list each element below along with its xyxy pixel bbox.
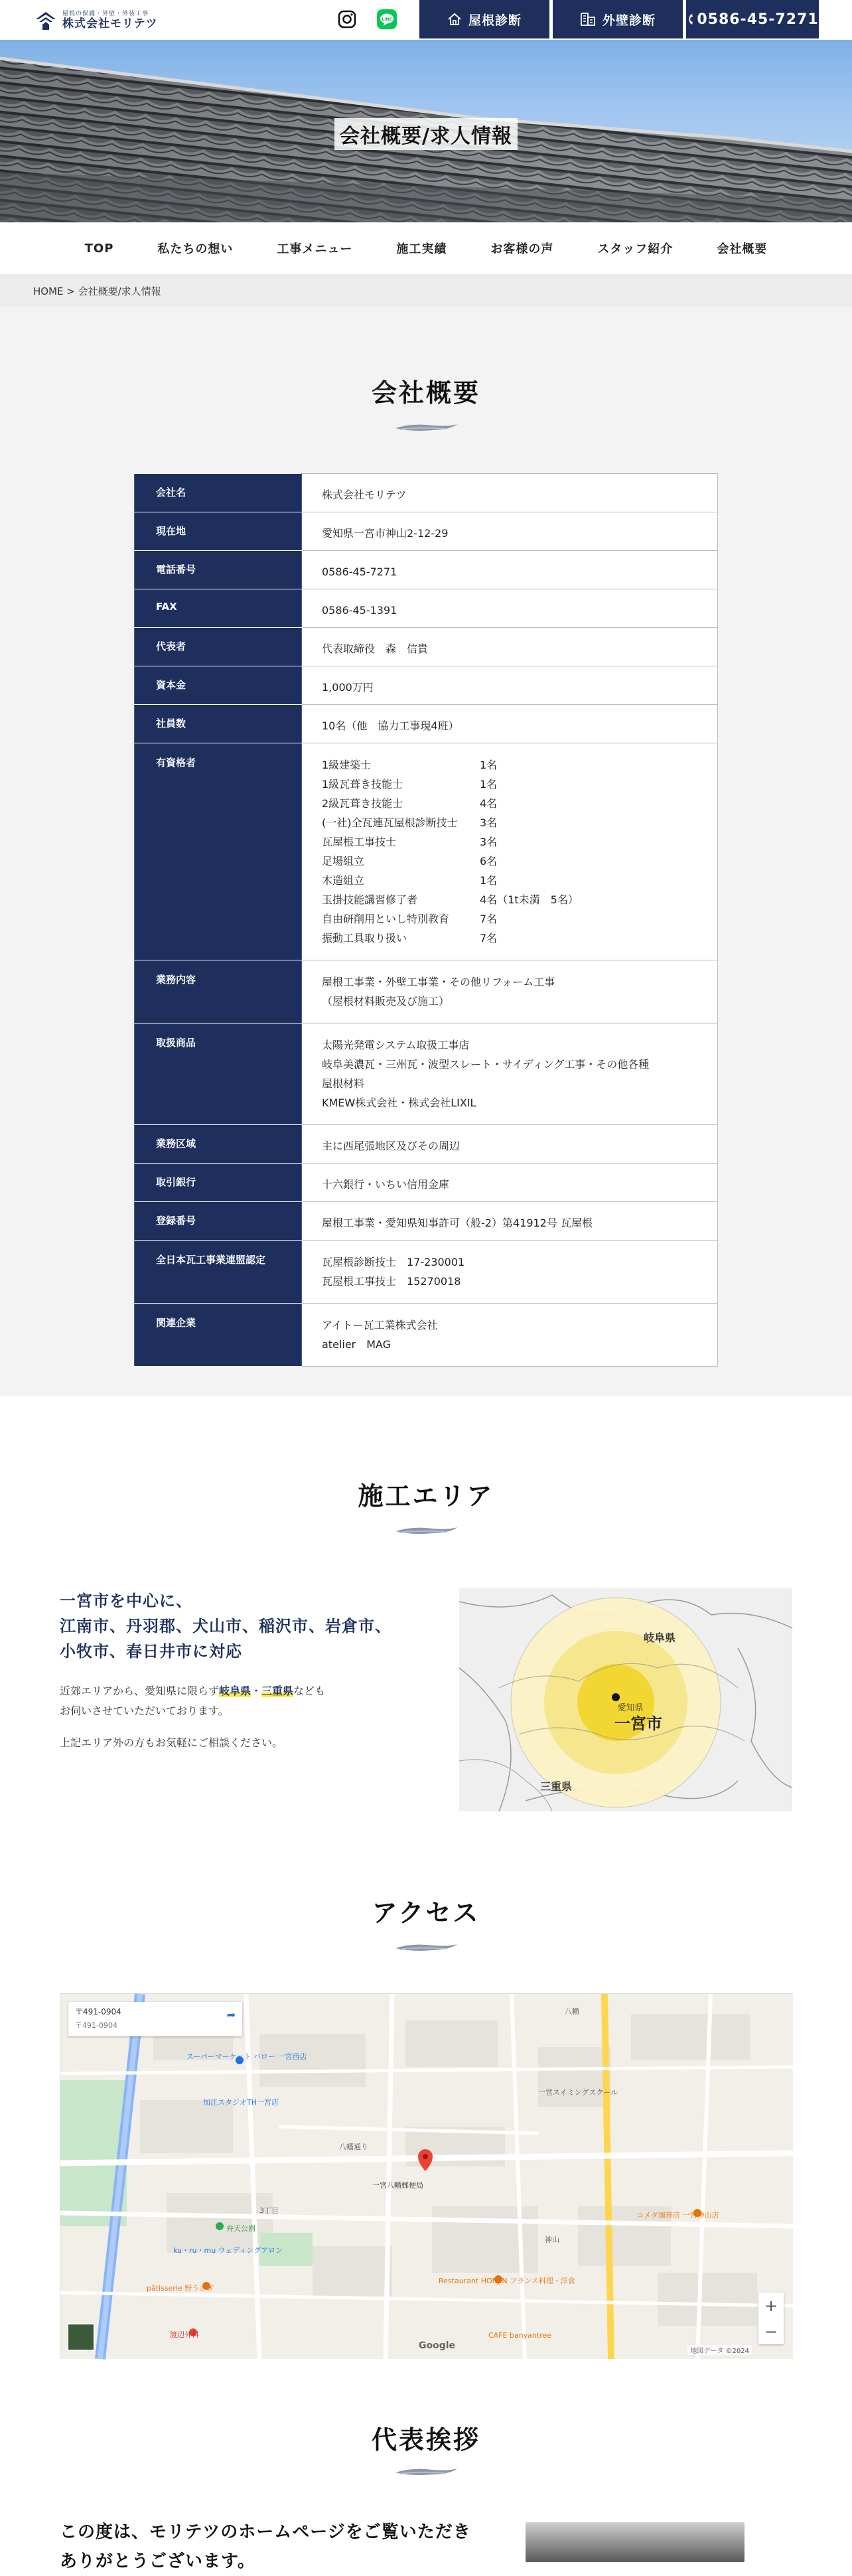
area-headline: 一宮市を中心に、 江南市、丹羽郡、犬山市、稲沢市、岩倉市、 小牧市、春日井市に対応 — [60, 1592, 391, 1661]
row-value: 0586-45-1391 — [302, 589, 718, 628]
service-area-section — [0, 1396, 852, 1821]
list-item: 自由研削用といし特別教育 7名 — [322, 913, 498, 925]
row-label: 会社名 — [135, 474, 302, 512]
map-label-gifu: 岐阜県 — [643, 1631, 676, 1644]
access-section — [0, 1821, 852, 2365]
map-poi: ku・ru・mu ウェディングアロン — [173, 2246, 283, 2255]
map-layer-toggle[interactable] — [67, 2323, 95, 2351]
page-title: 会社概要/求人情報 — [334, 118, 518, 150]
table-row: 業務内容 屋根工事業・外壁工事業・その他リフォーム工事 （屋根材料販売及び施工） — [135, 960, 718, 1023]
map-label-mie: 三重県 — [539, 1780, 573, 1793]
table-row — [135, 628, 718, 666]
map-poi: スーパーマーケット バロー 一宮西店 — [186, 2052, 307, 2061]
table-row: 全日本瓦工事業連盟認定 瓦屋根診断技士 17-230001 瓦屋根工事技士 15270018 — [135, 1241, 718, 1304]
list-item: 木造組立 1名 — [322, 874, 498, 887]
table-row: 登録番号 屋根工事業・愛知県知事許可（般-2）第41912号 瓦屋根 — [135, 1202, 718, 1241]
row-value: 代表取締役 森 信貴 — [302, 628, 718, 666]
map-info-card[interactable] — [68, 2002, 242, 2036]
qualifications-list — [302, 743, 718, 960]
brush-decoration — [393, 1523, 459, 1538]
row-value: 株式会社モリテツ — [302, 474, 718, 512]
row-label: 登録番号 — [135, 1202, 302, 1241]
map-poi: 神山 — [545, 2235, 559, 2244]
logo-tagline: 屋根の保護・外壁・外装工事 — [62, 10, 149, 17]
greeting-title: 代表挨拶 — [371, 2425, 480, 2455]
row-value: 10名（他 協力工事現4班） — [302, 705, 718, 743]
map-poi: 3丁目 — [259, 2206, 279, 2215]
table-row — [135, 705, 718, 743]
greeting-lead: この度は、モリテツのホームページをご覧いただきありがとうございます。 — [60, 2522, 471, 2571]
map-label-ichinomiya: 一宮市 — [614, 1714, 662, 1733]
house-icon — [447, 12, 462, 27]
row-label: 社員数 — [135, 705, 302, 743]
map-zoom-control — [758, 2293, 784, 2344]
row-label: 電話番号 — [135, 551, 302, 589]
greeting-section — [0, 2365, 852, 2571]
company-section — [0, 307, 852, 1396]
zoom-out-button[interactable]: − — [764, 2322, 778, 2341]
list-item: 瓦屋根工事技士 3名 — [322, 836, 498, 848]
representative-photo — [526, 2522, 745, 2562]
map-card-title: 〒491-0904 — [75, 2007, 121, 2016]
area-description: 近郊エリアから、愛知県に限らず岐阜県・三重県なども お伺いさせていただいております。 — [60, 1685, 326, 1717]
table-row-qualifications — [135, 743, 718, 960]
table-row — [135, 589, 718, 628]
row-label: 資本金 — [135, 666, 302, 705]
map-attribution[interactable]: 地図データ ©2024 — [687, 2345, 752, 2355]
row-label: 取引銀行 — [135, 1164, 302, 1202]
map-poi: 一宮八幡郵便局 — [372, 2181, 423, 2190]
row-label: 業務内容 — [135, 960, 302, 1023]
nav-works[interactable]: 施工実績 — [396, 242, 447, 256]
row-label: 全日本瓦工事業連盟認定 — [135, 1241, 302, 1304]
list-item: (一社)全瓦連瓦屋根診断技士 3名 — [322, 816, 498, 829]
phone-number: 0586-45-7271 — [697, 11, 819, 28]
company-table — [134, 473, 718, 1367]
nav-philosophy[interactable]: 私たちの想い — [157, 242, 234, 256]
list-item: 1級建築士 1名 — [322, 759, 498, 771]
directions-icon[interactable]: ➦ — [226, 2008, 236, 2021]
svg-text:LINE: LINE — [382, 17, 392, 22]
roof-diagnosis-label: 屋根診断 — [468, 13, 522, 28]
map-poi: コメダ珈琲店 一宮神山店 — [636, 2211, 719, 2220]
row-label: 現在地 — [135, 512, 302, 551]
service-area-map — [459, 1588, 792, 1811]
table-row: 取扱商品 太陽光発電システム取扱工事店 岐阜美濃瓦・三州瓦・波型スレート・サイディング工事・その他各種 屋根材料 KMEW株式会社・株式会社LIXIL — [135, 1023, 718, 1125]
row-label: FAX — [135, 589, 302, 628]
row-label: 取扱商品 — [135, 1023, 302, 1125]
google-map[interactable] — [60, 1993, 792, 2358]
phone-button[interactable] — [686, 0, 819, 38]
site-header — [0, 0, 852, 40]
map-poi: 加江スタジオTH一宮店 — [203, 2098, 279, 2107]
table-row — [135, 474, 718, 512]
nav-staff[interactable]: スタッフ紹介 — [597, 242, 674, 256]
list-item: 1級瓦葺き技能士 1名 — [322, 778, 498, 791]
row-value: 愛知県一宮市神山2-12-29 — [302, 512, 718, 551]
table-row — [135, 512, 718, 551]
wall-diagnosis-label: 外壁診断 — [602, 13, 656, 28]
phone-icon — [686, 13, 694, 26]
access-title: アクセス — [372, 1898, 480, 1928]
map-poi: pâtisserie 野うさぎ — [147, 2284, 214, 2293]
table-row: 取引銀行 十六銀行・いちい信用金庫 — [135, 1164, 718, 1202]
map-card-address: 〒491-0904 — [75, 2021, 117, 2030]
logo-mark-icon — [35, 10, 57, 31]
table-row: 業務区域 主に西尾張地区及びその周辺 — [135, 1125, 718, 1164]
zoom-in-button[interactable]: + — [764, 2296, 778, 2315]
row-label: 代表者 — [135, 628, 302, 666]
map-poi: 八幡 — [565, 2007, 579, 2016]
row-value: 1,000万円 — [302, 666, 718, 705]
nav-company[interactable]: 会社概要 — [717, 242, 768, 256]
company-title: 会社概要 — [371, 378, 480, 408]
map-poi: 一宮スイミングスクール — [538, 2088, 618, 2097]
wall-diagnosis-button[interactable] — [553, 0, 683, 38]
line-icon[interactable] — [376, 8, 398, 31]
map-label-aichi: 愛知県 — [617, 1703, 644, 1713]
table-row: 関連企業 アイトー瓦工業株式会社 atelier MAG — [135, 1304, 718, 1367]
instagram-icon[interactable] — [336, 8, 358, 31]
list-item: 足場組立 6名 — [322, 855, 498, 868]
area-note: 上記エリア外の方もお気軽にご相談ください。 — [60, 1736, 283, 1749]
list-item: 2級瓦葺き技能士 4名 — [322, 797, 498, 810]
building-icon — [580, 12, 596, 27]
hero-banner — [0, 40, 852, 222]
nav-menu[interactable]: 工事メニュー — [277, 242, 353, 256]
list-item: 玉掛技能講習修了者 4名（1t未満 5名） — [322, 893, 579, 906]
list-item: 振動工具取り扱い 7名 — [322, 932, 498, 945]
site-logo[interactable] — [35, 8, 158, 33]
global-nav — [0, 222, 852, 274]
roof-diagnosis-button[interactable] — [419, 0, 549, 38]
logo-company-name: 株式会社モリテツ — [62, 17, 158, 31]
map-poi: 渡辺外科 — [170, 2330, 199, 2339]
nav-voice[interactable]: お客様の声 — [490, 242, 554, 256]
breadcrumb: HOME > 会社概要/求人情報 — [0, 274, 852, 307]
google-logo: Google — [419, 2340, 456, 2351]
map-poi: 八幡通り — [339, 2143, 368, 2151]
row-value: 0586-45-7271 — [302, 551, 718, 589]
area-title: 施工エリア — [358, 1481, 494, 1511]
nav-top[interactable]: TOP — [84, 241, 114, 256]
brush-decoration — [393, 2464, 459, 2479]
table-row — [135, 551, 718, 589]
map-poi: CAFE banyantree — [488, 2331, 552, 2340]
row-label: 有資格者 — [135, 743, 302, 960]
row-label: 関連企業 — [135, 1304, 302, 1367]
map-poi: 弁天公園 — [226, 2224, 255, 2233]
brush-decoration — [393, 420, 459, 435]
row-label: 業務区域 — [135, 1125, 302, 1164]
table-row — [135, 666, 718, 705]
map-poi: Restaurant HONJIN フランス料理・洋食 — [439, 2277, 575, 2285]
brush-decoration — [393, 1940, 459, 1955]
